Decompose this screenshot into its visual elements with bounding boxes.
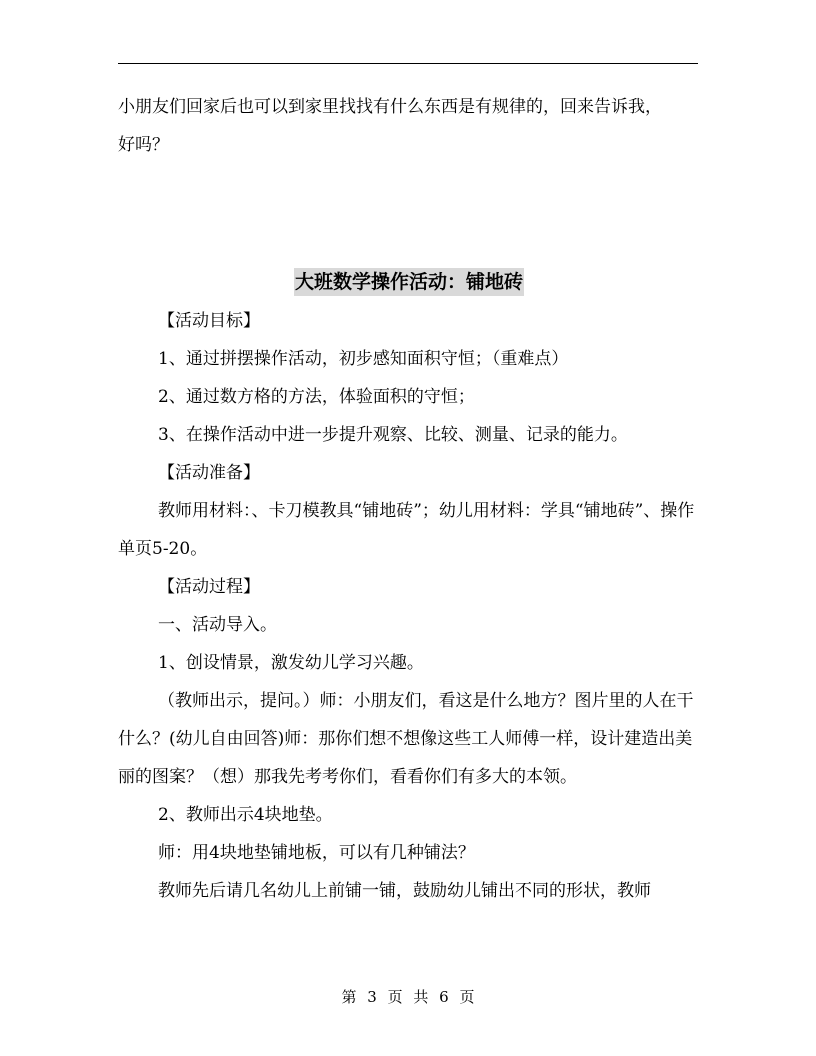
- heading-preparation: 【活动准备】: [158, 463, 260, 483]
- section-title-row: [118, 264, 700, 302]
- intro-line-1: 小朋友们回家后也可以到家里找找有什么东西是有规律的，回来告诉我，: [118, 97, 662, 117]
- process-step-1: 1、创设情景，激发幼儿学习兴趣。: [158, 653, 424, 673]
- intro-line-2: 好吗？: [118, 135, 169, 155]
- page-footer: 第 3 页 共 6 页: [341, 988, 475, 1006]
- heading-goals: 【活动目标】: [158, 311, 260, 331]
- header-rule: [118, 63, 698, 64]
- teacher-instruction: 教师先后请几名幼儿上前铺一铺，鼓励幼儿铺出不同的形状，教师: [158, 881, 651, 901]
- document-body: [118, 88, 700, 910]
- preparation-text: 教师用材料：、卡刀模教具“铺地砖”；幼儿用材料：学具“铺地砖”、操作单页5-20。: [118, 501, 695, 559]
- section-gap: [118, 164, 700, 264]
- teacher-question: 师：用4块地垫铺地板，可以有几种铺法？: [158, 843, 475, 863]
- heading-process: 【活动过程】: [158, 577, 260, 597]
- process-step-intro: 一、活动导入。: [158, 615, 277, 635]
- process-step-2: 2、教师出示4块地垫。: [158, 805, 333, 825]
- goal-item-1: 1、通过拼摆操作活动，初步感知面积守恒；（重难点）: [158, 349, 569, 369]
- section-title: 大班数学操作活动：铺地砖: [294, 268, 524, 296]
- intro-paragraph: [118, 88, 700, 164]
- goal-item-2: 2、通过数方格的方法，体验面积的守恒；: [158, 387, 475, 407]
- process-dialogue: （教师出示，提问。）师：小朋友们，看这是什么地方？图片里的人在干什么？(幼儿自由回答)师：那你们想不想像这些工人师傅一样，设计建造出美丽的图案？（想）那我先考考你们，看看你们有多大的本领。: [118, 691, 694, 787]
- goal-item-3: 3、在操作活动中进一步提升观察、比较、测量、记录的能力。: [158, 425, 628, 445]
